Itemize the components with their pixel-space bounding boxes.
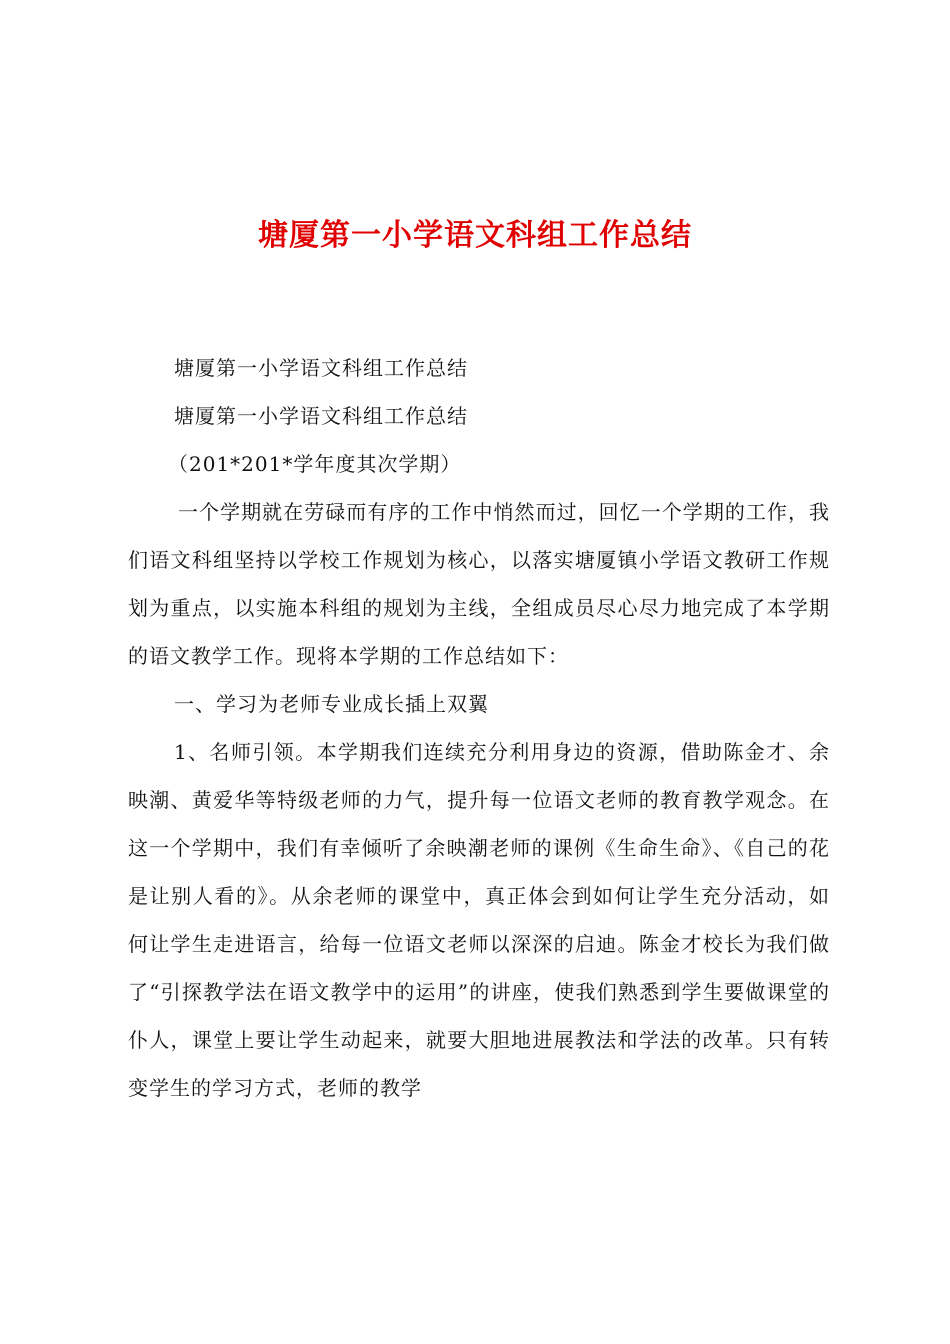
section-heading: 一、学习为老师专业成长插上双翼 [174,692,489,716]
document-title: 塘厦第一小学语文科组工作总结 [258,218,692,253]
subtitle-line-2: 塘厦第一小学语文科组工作总结 [174,404,468,428]
intro-paragraph: 一个学期就在劳碌而有序的工作中悄然而过，回忆一个学期的工作，我们语文科组坚持以学校工作规划为核心，以落实塘厦镇小学语文教研工作规划为重点，以实施本科组的规划为主线，全组成员尽心尽力地完成了本学期的语文教学工作。现将本学期的工作总结如下： [128,500,830,668]
item-1-paragraph: 1、名师引领。本学期我们连续充分利用身边的资源，借助陈金才、余映潮、黄爱华等特级老师的力气，提升每一位语文老师的教育教学观念。在这一个学期中，我们有幸倾听了余映潮老师的课例《生命生命》、《自己的花是让别人看的》。从余老师的课堂中，真正体会到如何让学生充分活动，如何让学生走进语言，给每一位语文老师以深深的启迪。陈金才校长为我们做了“引探教学法在语文教学中的运用”的讲座，使我们熟悉到学生要做课堂的仆人，课堂上要让学生动起来，就要大胆地进展教法和学法的改革。只有转变学生的学习方式，老师的教学 [128,740,830,1100]
document-body [128,344,830,1112]
semester-line: （201*201*学年度其次学期） [168,452,462,476]
subtitle-line-1: 塘厦第一小学语文科组工作总结 [174,356,468,380]
